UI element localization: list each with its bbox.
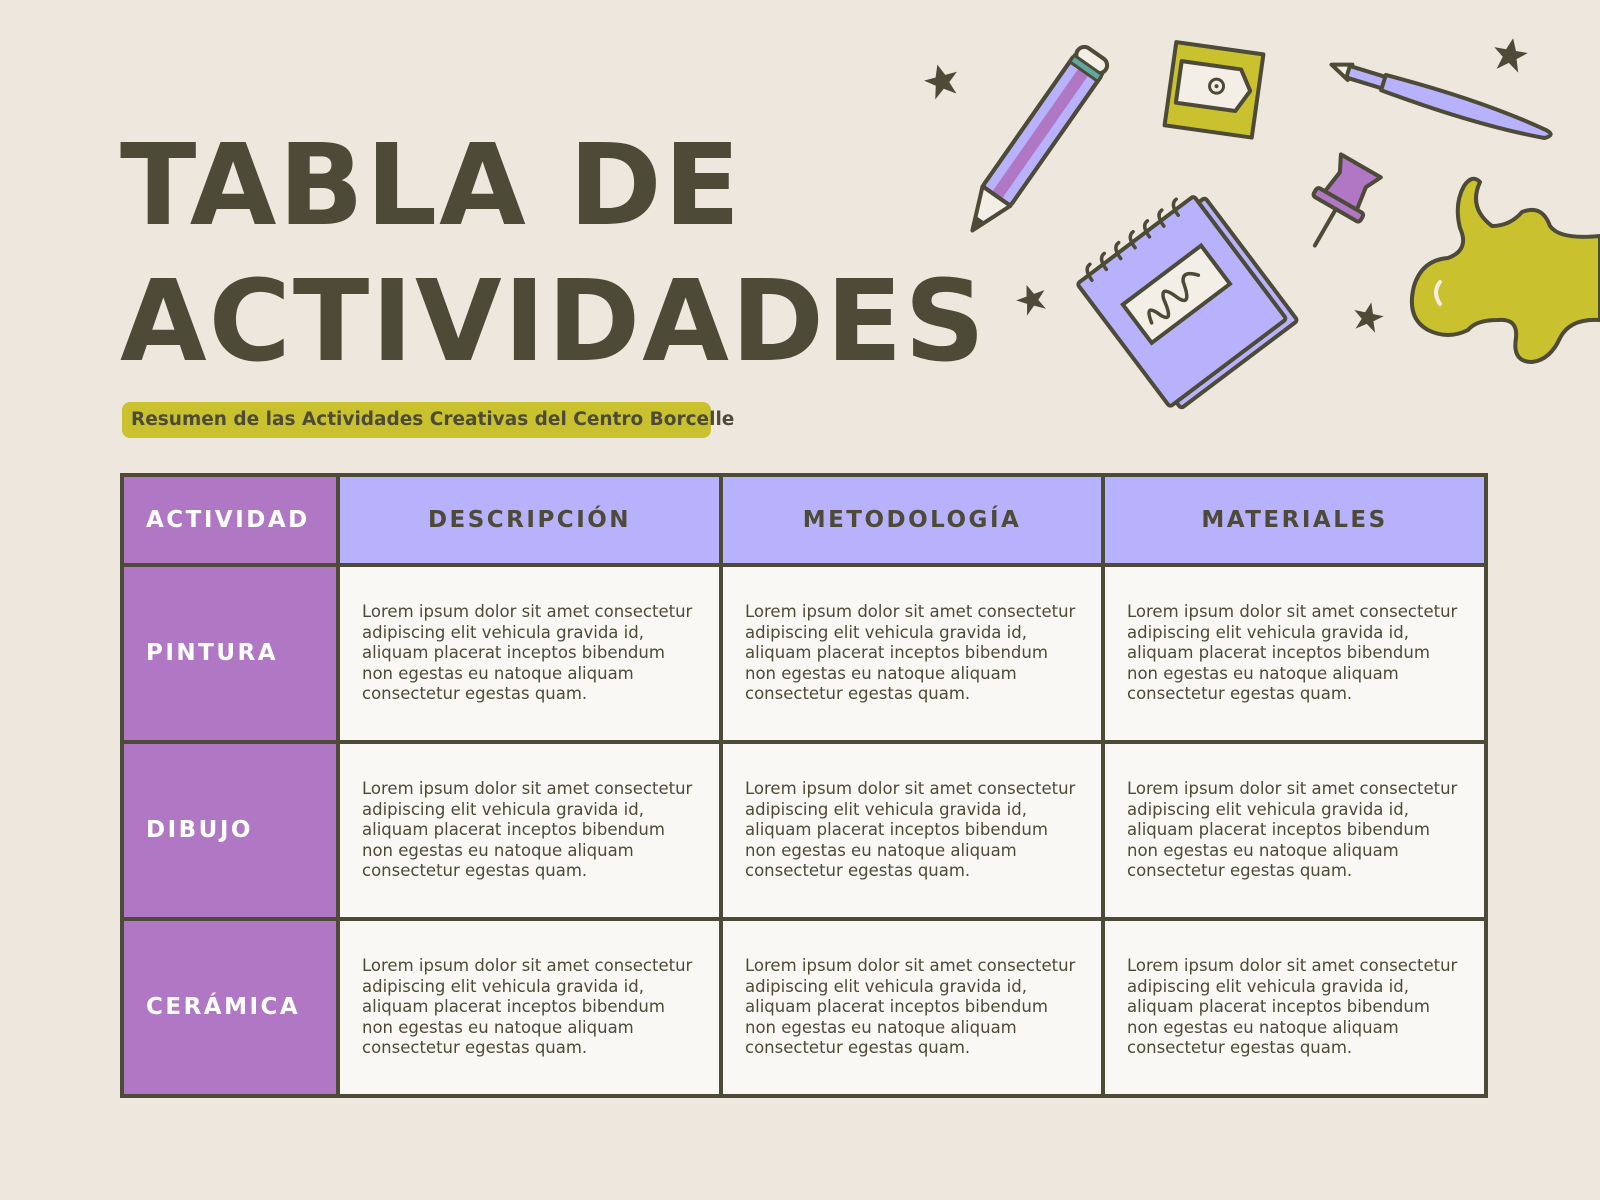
sharpener-icon xyxy=(1165,42,1264,137)
activities-table xyxy=(120,473,1488,1098)
description-cell: Lorem ipsum dolor sit amet consectetur adipiscing elit vehicula gravida id, aliquam placerat inceptos bibendum non egestas eu natoque aliquam consectetur egestas quam. xyxy=(338,919,721,1096)
paint-splash-icon xyxy=(1412,179,1600,362)
paintbrush-icon xyxy=(1328,58,1554,144)
notebook-icon xyxy=(1072,185,1297,410)
decoration-illustrations xyxy=(920,20,1600,410)
subtitle-badge: Resumen de las Actividades Creativas del Centro Borcelle xyxy=(122,402,711,438)
column-header-actividad: ACTIVIDAD xyxy=(122,475,338,565)
page-title-line-2: ACTIVIDADES xyxy=(120,257,988,387)
materials-cell: Lorem ipsum dolor sit amet consectetur adipiscing elit vehicula gravida id, aliquam placerat inceptos bibendum non egestas eu natoque aliquam consectetur egestas quam. xyxy=(1103,565,1486,742)
methodology-cell: Lorem ipsum dolor sit amet consectetur adipiscing elit vehicula gravida id, aliquam placerat inceptos bibendum non egestas eu natoque aliquam consectetur egestas quam. xyxy=(721,565,1103,742)
table-row xyxy=(122,565,1486,742)
activity-cell: DIBUJO xyxy=(122,742,338,919)
pencil-icon xyxy=(958,44,1110,240)
materials-cell: Lorem ipsum dolor sit amet consectetur adipiscing elit vehicula gravida id, aliquam placerat inceptos bibendum non egestas eu natoque aliquam consectetur egestas quam. xyxy=(1103,742,1486,919)
activity-cell: CERÁMICA xyxy=(122,919,338,1096)
page-title-line-1: TABLA DE xyxy=(120,121,743,251)
table-row xyxy=(122,742,1486,919)
pushpin-icon xyxy=(1291,152,1384,259)
description-cell: Lorem ipsum dolor sit amet consectetur adipiscing elit vehicula gravida id, aliquam placerat inceptos bibendum non egestas eu natoque aliquam consectetur egestas quam. xyxy=(338,565,721,742)
column-header-materiales: MATERIALES xyxy=(1103,475,1486,565)
materials-cell: Lorem ipsum dolor sit amet consectetur adipiscing elit vehicula gravida id, aliquam placerat inceptos bibendum non egestas eu natoque aliquam consectetur egestas quam. xyxy=(1103,919,1486,1096)
description-cell: Lorem ipsum dolor sit amet consectetur adipiscing elit vehicula gravida id, aliquam placerat inceptos bibendum non egestas eu natoque aliquam consectetur egestas quam. xyxy=(338,742,721,919)
table-row xyxy=(122,919,1486,1096)
activity-cell: PINTURA xyxy=(122,565,338,742)
methodology-cell: Lorem ipsum dolor sit amet consectetur adipiscing elit vehicula gravida id, aliquam placerat inceptos bibendum non egestas eu natoque aliquam consectetur egestas quam. xyxy=(721,742,1103,919)
page-title xyxy=(120,118,987,390)
table-header-row xyxy=(122,475,1486,565)
column-header-descripcion: DESCRIPCIÓN xyxy=(338,475,721,565)
column-header-metodologia: METODOLOGÍA xyxy=(721,475,1103,565)
methodology-cell: Lorem ipsum dolor sit amet consectetur adipiscing elit vehicula gravida id, aliquam placerat inceptos bibendum non egestas eu natoque aliquam consectetur egestas quam. xyxy=(721,919,1103,1096)
